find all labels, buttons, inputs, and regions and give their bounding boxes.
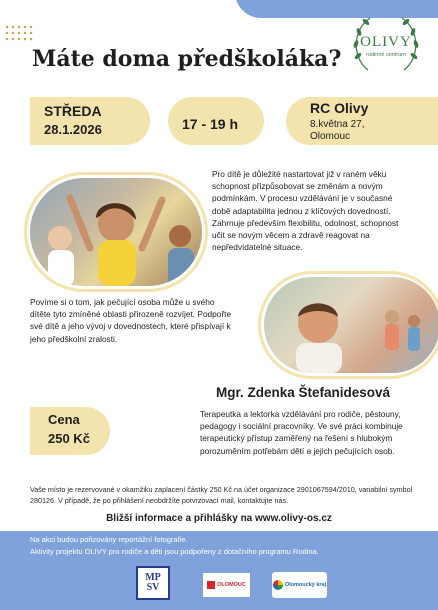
kraj-logo-text: Olomoucký kraj bbox=[284, 582, 327, 588]
speaker-name: Mgr. Zdenka Štefanidesová bbox=[216, 385, 391, 400]
boy-photo bbox=[264, 277, 438, 373]
logo-text bbox=[348, 34, 424, 58]
mpsv-logo bbox=[136, 566, 170, 600]
more-info-link[interactable]: Bližší informace a přihlášky na www.olivy-os.cz bbox=[106, 513, 332, 524]
footer-line-support: Aktivity projektu OLIVY pro rodiče a děti jsou podpořeny z dotačního programu Rodina. bbox=[30, 547, 319, 556]
event-place-name: RC Olivy bbox=[310, 100, 369, 116]
event-time: 17 - 19 h bbox=[182, 116, 239, 132]
payment-note: Vaše místo je rezervované v okamžiku zaplacení částky 250 Kč na účet organizace 2901067594/2010, variabilní symbol 280126. V případě, že po přihlášení neobdržíte potvrzovací mail, kontaktujte nás. bbox=[30, 485, 413, 505]
event-place-city: Olomouc bbox=[310, 131, 351, 142]
price-value: 250 Kč bbox=[48, 431, 90, 446]
olomouc-mark-icon bbox=[207, 581, 215, 589]
logo-name: OLIVY bbox=[360, 34, 412, 50]
logo-subtitle: rodinné centrum bbox=[366, 52, 406, 58]
page-title: Máte doma předškoláka? bbox=[32, 46, 342, 72]
kraj-flower-icon bbox=[273, 580, 283, 590]
children-photo bbox=[30, 178, 202, 286]
intro-paragraph: Pro dítě je důležité nastartovat již v raném věku schopnost přizpůsobovat se změnám a novým podmínkám. V procesu vzdělávání je v současné době adaptabilita jednou z klíčových dovedností. Zahrnuje především flexibilitu, odolnost, schopnost učit se novým věcem a zdravě reagovat na nepředvídatelné situace. bbox=[212, 169, 399, 253]
children-illustration bbox=[30, 178, 202, 286]
olomoucky-kraj-logo bbox=[272, 572, 327, 598]
event-day: STŘEDA bbox=[44, 103, 102, 119]
speaker-bio: Terapeutka a lektorka vzdělávání pro rodiče, pěstouny, pedagogy i sociální pracovníky. Ve své práci kombinuje terapeutický přístup zaměřený na řešení s hlubokým porozuměním potřebám dětí a jejich pečujících osob. bbox=[200, 409, 403, 456]
description-paragraph: Povíme si o tom, jak pečující osoba může u svého dítěte tyto zmíněné oblasti přirozeně rozvíjet. Podpořte své dítě a jeho vývoj v dovednostech, které přispívají k jeho předškolní zralosti. bbox=[30, 297, 232, 344]
event-place-address: 8.května 27, bbox=[310, 119, 365, 130]
mpsv-logo-text: MP SV bbox=[145, 572, 161, 593]
price-label: Cena bbox=[48, 412, 80, 427]
boy-illustration bbox=[264, 277, 438, 373]
dot-pattern bbox=[4, 24, 34, 42]
footer-line-photos: Na akci budou pořizovány reportážní fotografie. bbox=[30, 535, 188, 544]
olomouc-logo-text: OLOMOUC bbox=[217, 582, 246, 588]
event-date: 28.1.2026 bbox=[44, 122, 102, 137]
olomouc-logo bbox=[203, 573, 250, 597]
